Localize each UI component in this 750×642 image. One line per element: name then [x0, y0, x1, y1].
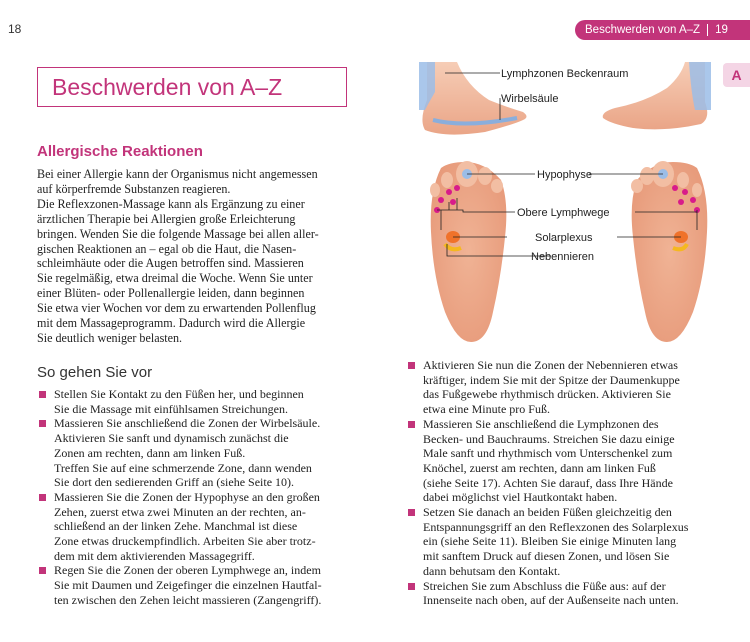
paragraph-line: auf körperfremde Substanzen reagieren.	[37, 181, 231, 196]
step-item	[406, 505, 726, 579]
label-adrenal: Nebennieren	[531, 251, 594, 263]
intro-paragraph	[37, 167, 367, 346]
step-item	[406, 358, 726, 417]
step-line: dem mit dem aktivierenden Massagegriff.	[54, 548, 255, 563]
step-item	[406, 579, 726, 608]
chapter-title: Beschwerden von A–Z	[585, 24, 701, 36]
step-line: Massieren Sie anschließend die Lymphzonen des	[423, 416, 659, 431]
paragraph-line: Bei einer Allergie kann der Organismus nicht angemessen	[37, 167, 318, 181]
paragraph-line: ärztlichen Therapie bei Allergien große Erleichterung	[37, 211, 296, 226]
paragraph-line: Die Reflexzonen-Massage kann als Ergänzung zu einer	[37, 196, 305, 211]
page-title: Beschwerden von A–Z	[52, 73, 283, 100]
step-line: mit sanftem Druck auf diesen Zonen, und lösen Sie	[423, 549, 670, 564]
step-line: Becken- und Bauchraums. Streichen Sie dazu einige	[423, 431, 675, 446]
paragraph-line: Sie regelmäßig, etwa dreimal die Woche. Wenn Sie unter	[37, 271, 313, 286]
step-line: ein (siehe Seite 11). Bleiben Sie einige Minuten lang	[423, 534, 677, 549]
step-line: (siehe Seite 17). Achten Sie darauf, dass Ihre Hände	[423, 475, 673, 490]
label-spine: Wirbelsäule	[501, 93, 559, 105]
step-item	[37, 490, 367, 564]
step-line: Zone etwas druckempfindlich. Arbeiten Sie aber trotz-	[54, 534, 316, 549]
step-line: Sie dort den sedierenden Griff an (siehe Seite 10).	[54, 475, 295, 490]
step-line: Zehen, zuerst etwa zwei Minuten an der rechten, an-	[54, 504, 306, 519]
step-line: Male sanft und rhythmisch vom Unterschenkel zum	[423, 446, 673, 461]
step-line: Massieren Sie anschließend die Zonen der Wirbelsäule.	[54, 416, 321, 431]
paragraph-line: bringen. Wenden Sie die folgende Massage bei allen aller-	[37, 226, 319, 241]
label-lymph-pelvis: Lymphzonen Beckenraum	[501, 68, 629, 80]
label-upper-lymph: Obere Lymphwege	[517, 207, 610, 219]
header-separator	[707, 24, 708, 36]
step-item	[406, 417, 726, 505]
step-line: Stellen Sie Kontakt zu den Füßen her, und beginnen	[54, 387, 304, 401]
paragraph-line: gischen Reaktionen an – egal ob die Haut, die Nasen-	[37, 241, 297, 256]
chapter-header-tab	[575, 20, 750, 40]
step-line: schließend an der linken Zehe. Manchmal ist diese	[54, 519, 298, 534]
step-item	[37, 563, 367, 607]
foot-reflexology-illustration	[405, 62, 723, 352]
step-line: Aktivieren Sie nun die Zonen der Nebennieren etwas	[423, 358, 678, 372]
step-line: Treffen Sie auf eine schmerzende Zone, dann wenden	[54, 460, 312, 475]
step-line: Massieren Sie die Zonen der Hypophyse an den großen	[54, 489, 320, 504]
paragraph-line: einer Blüten- oder Pollenallergie leiden, dann beginnen	[37, 286, 305, 301]
section-heading: Allergische Reaktionen	[37, 143, 203, 160]
paragraph-line: Sie deutlich weniger belasten.	[37, 330, 183, 345]
step-line: Innenseite nach oben, auf der Außenseite nach unten.	[423, 593, 679, 608]
step-line: Sie die Massage mit einfühlsamen Streichungen.	[54, 401, 288, 416]
steps-list-left	[37, 387, 367, 608]
step-line: Streichen Sie zum Abschluss die Füße aus: auf der	[423, 578, 666, 593]
alphabet-side-tab: A	[723, 63, 750, 87]
step-line: ten zwischen den Zehen leicht massieren (Zangengriff).	[54, 592, 322, 607]
step-line: etwa eine Minute pro Fuß.	[423, 402, 550, 417]
step-line: dann behutsam den Kontakt.	[423, 563, 561, 578]
step-line: Regen Sie die Zonen der oberen Lymphwege an, indem	[54, 563, 321, 578]
page-number-left: 18	[8, 22, 22, 36]
sole-right	[631, 161, 707, 342]
paragraph-line: schleimhäute oder die Augen betroffen sind. Massieren	[37, 256, 304, 271]
step-line: Aktivieren Sie sanft und dynamisch zunächst die	[54, 431, 289, 446]
steps-list-right	[406, 358, 726, 608]
page-number-right: 19	[715, 24, 728, 36]
step-line: Entspannungsgriff an den Reflexzonen des Solarplexus	[423, 519, 689, 534]
sole-left	[430, 161, 506, 342]
page-title-box	[37, 67, 347, 107]
step-line: Knöchel, zuerst am rechten, dann am linken Fuß	[423, 460, 656, 475]
step-item	[37, 387, 367, 416]
step-item	[37, 416, 367, 490]
step-line: das Fußgewebe rhythmisch drücken. Aktivieren Sie	[423, 387, 671, 402]
label-pituitary: Hypophyse	[537, 169, 593, 181]
label-solar-plexus: Solarplexus	[535, 232, 593, 244]
paragraph-line: Sie etwa vier Wochen vor dem zu erwartenden Pollenflug	[37, 301, 316, 316]
steps-heading: So gehen Sie vor	[37, 364, 153, 381]
step-line: Zonen am rechten, dann am linken Fuß.	[54, 445, 246, 460]
step-line: Sie mit Daumen und Zeigefinger die einzelnen Hautfal-	[54, 578, 322, 593]
paragraph-line: mit dem Massageprogramm. Dadurch wird die Allergie	[37, 316, 306, 331]
step-line: kräftiger, indem Sie mit der Spitze der Daumenkuppe	[423, 372, 680, 387]
step-line: dabei möglichst viel Hautkontakt haben.	[423, 490, 618, 505]
step-line: Setzen Sie danach an beiden Füßen gleichzeitig den	[423, 505, 672, 520]
